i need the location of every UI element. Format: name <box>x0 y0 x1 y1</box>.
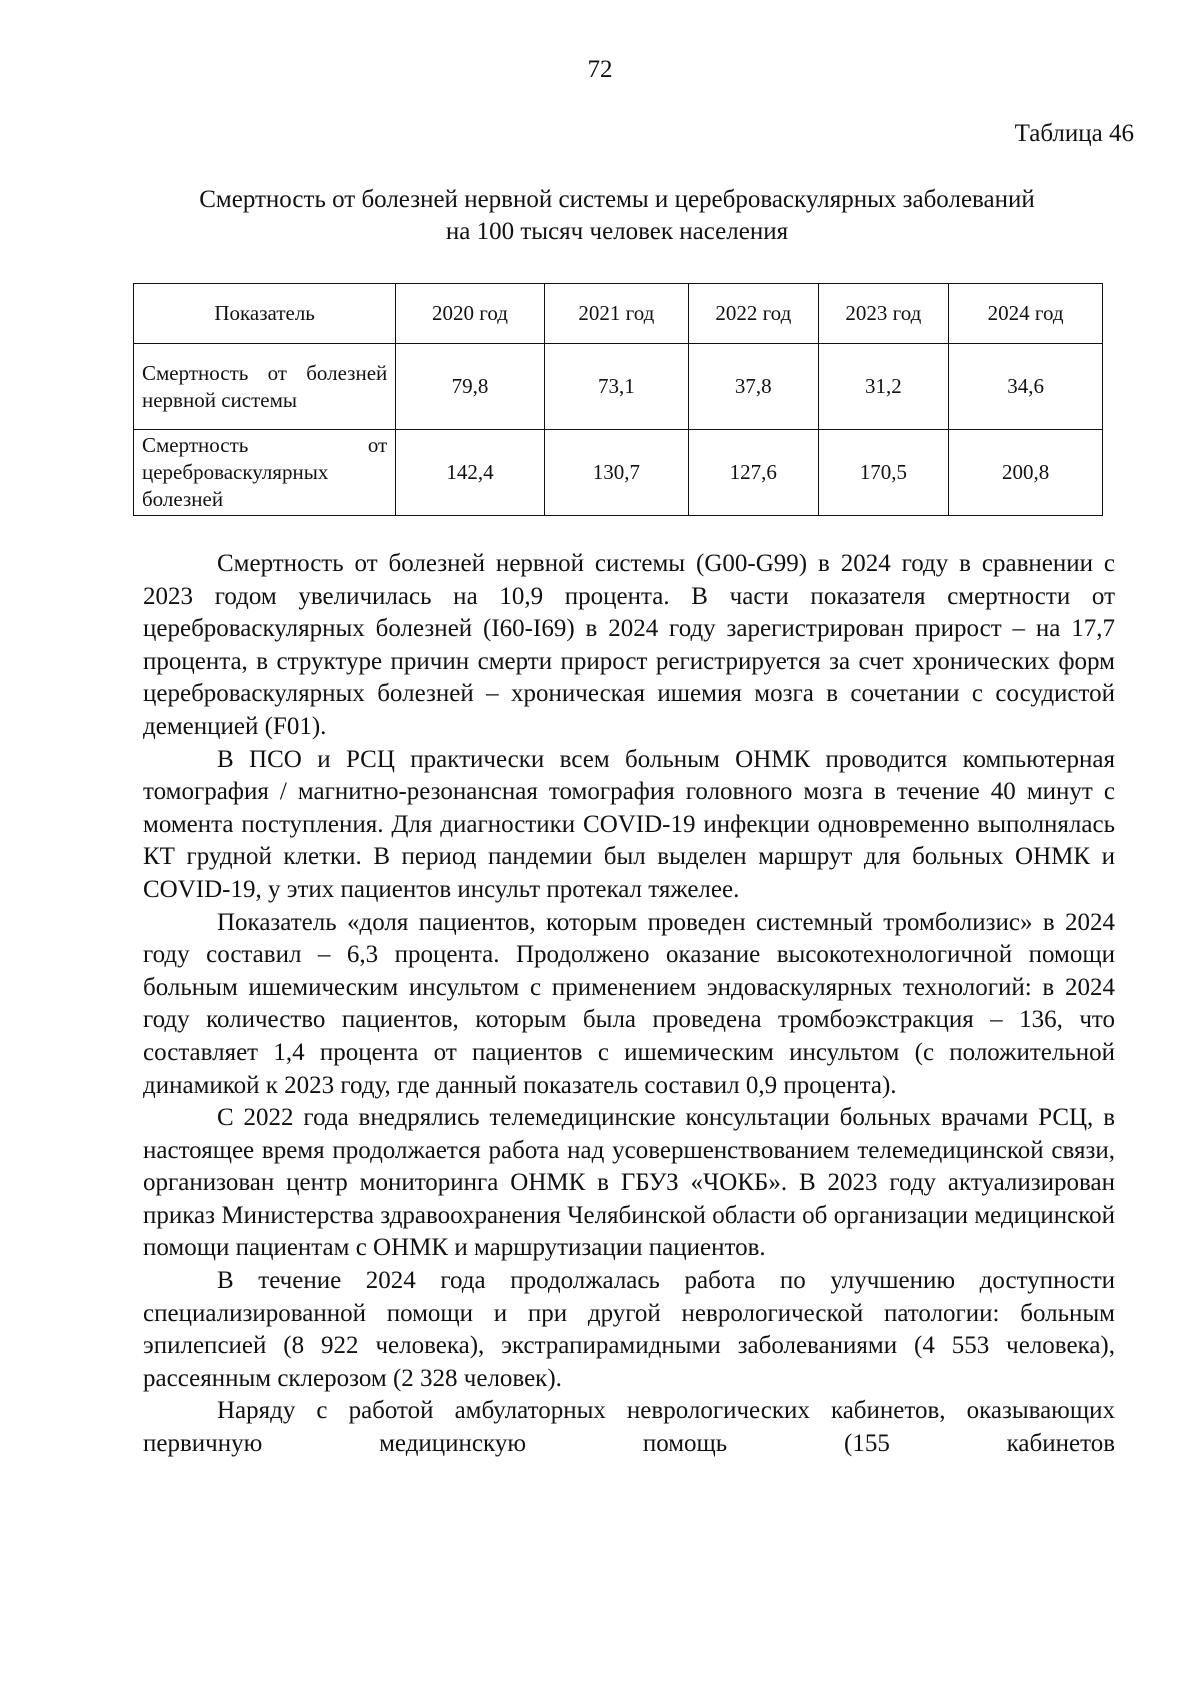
row-label-cerebrovascular: Смертность от цереброваскулярных болезней <box>134 430 396 516</box>
paragraph: В ПСО и РСЦ практически всем больным ОНМК проводится компьютерная томография / магнитно-резонансная томография головного мозга в течение 40 минут с момента поступления. Для диагностики COVID-19 инфекции одновременно выполнялась КТ грудной клетки. В период пандемии был выделен маршрут для больных ОНМК и COVID-19, у этих пациентов инсульт протекал тяжелее. <box>143 745 1115 903</box>
table-cell: 130,7 <box>544 430 688 516</box>
table-row <box>134 344 1103 430</box>
table-title-line-1: Смертность от болезней нервной системы и цереброваскулярных заболеваний <box>199 186 1035 213</box>
table-cell: 79,8 <box>396 344 545 430</box>
table-header-row <box>134 284 1103 344</box>
header-2021: 2021 год <box>544 284 688 344</box>
body-text <box>143 548 1115 1461</box>
mortality-table <box>133 283 1103 516</box>
table-cell: 34,6 <box>949 344 1103 430</box>
header-2024: 2024 год <box>949 284 1103 344</box>
paragraph: С 2022 года внедрялись телемедицинские консультации больных врачами РСЦ, в настоящее время продолжается работа над усовершенствованием телемедицинской связи, организован центр мониторинга ОНМК в ГБУЗ «ЧОКБ». В 2023 году актуализирован приказ Министерства здравоохранения Челябинской области об организации медицинской помощи пациентам с ОНМК и маршрутизации пациентов. <box>143 1104 1115 1262</box>
paragraph: Наряду с работой амбулаторных неврологических кабинетов, оказывающих первичную медицинскую помощь (155 кабинетов <box>143 1397 1115 1458</box>
table-title <box>120 184 1114 248</box>
table-cell: 142,4 <box>396 430 545 516</box>
table-cell: 127,6 <box>689 430 819 516</box>
header-2022: 2022 год <box>689 284 819 344</box>
table-title-line-2: на 100 тысяч человек населения <box>445 218 789 245</box>
table-cell: 37,8 <box>689 344 819 430</box>
header-2023: 2023 год <box>818 284 949 344</box>
page-number: 72 <box>587 56 613 83</box>
row-label-nervous-system: Смертность от болезней нервной системы <box>134 344 396 430</box>
table-cell: 31,2 <box>818 344 949 430</box>
table-row <box>134 430 1103 516</box>
table-cell: 73,1 <box>544 344 688 430</box>
paragraph: В течение 2024 года продолжалась работа по улучшению доступности специализированной помощи и при другой неврологической патологии: больным эпилепсией (8 922 человека), экстрапирамидными заболеваниями (4 553 человека), рассеянным склерозом (2 328 человек). <box>143 1267 1115 1392</box>
table-label: Таблица 46 <box>1014 120 1134 147</box>
header-indicator: Показатель <box>134 284 396 344</box>
table-cell: 200,8 <box>949 430 1103 516</box>
paragraph: Показатель «доля пациентов, которым проведен системный тромболизис» в 2024 году составил – 6,3 процента. Продолжено оказание высокотехнологичной помощи больным ишемическим инсультом с применением эндоваскулярных технологий: в 2024 году количество пациентов, которым была проведена тромбоэкстракция – 136, что составляет 1,4 процента от пациентов с ишемическим инсультом (с положительной динамикой к 2023 году, где данный показатель составил 0,9 процента). <box>143 908 1115 1099</box>
paragraph: Смертность от болезней нервной системы (G00-G99) в 2024 году в сравнении с 2023 годом увеличилась на 10,9 процента. В части показателя смертности от цереброваскулярных болезней (I60-I69) в 2024 году зарегистрирован прирост – на 17,7 процента, в структуре причин смерти прирост регистрируется за счет хронических форм цереброваскулярных болезней – хроническая ишемия мозга в сочетании с сосудистой деменцией (F01). <box>143 550 1115 740</box>
header-2020: 2020 год <box>396 284 545 344</box>
table-cell: 170,5 <box>818 430 949 516</box>
